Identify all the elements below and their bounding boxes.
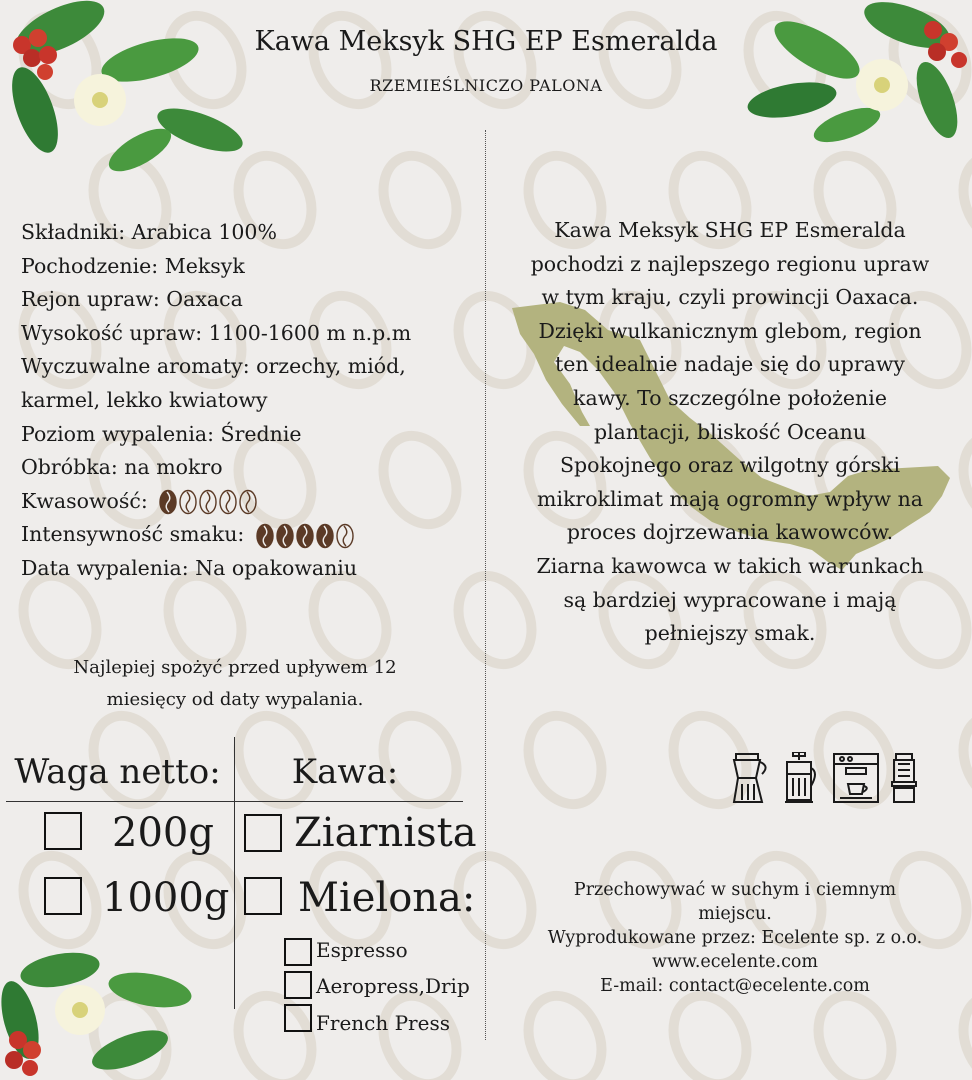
table-vertical-line bbox=[234, 737, 235, 1009]
coffee-whole-bean-checkbox[interactable] bbox=[244, 814, 282, 852]
coffee-header: Kawa: bbox=[291, 752, 399, 792]
spec-ingredients: Składniki: Arabica 100% bbox=[21, 220, 277, 244]
description-line: mikroklimat mają ogromny wpływ na bbox=[537, 486, 923, 511]
bean-outline-icon bbox=[240, 491, 256, 514]
spec-list bbox=[21, 216, 471, 586]
best-before-note bbox=[30, 652, 440, 716]
producer-line: Wyprodukowane przez: Ecelente sp. z o.o. bbox=[547, 928, 923, 948]
spec-altitude: Wysokość upraw: 1100-1600 m n.p.m bbox=[21, 320, 412, 345]
description-line: plantacji, bliskość Oceanu bbox=[593, 419, 867, 444]
best-before-line-1: Najlepiej spożyć przed upływem 12 bbox=[73, 657, 397, 678]
coffee-ground-checkbox[interactable] bbox=[244, 877, 282, 915]
storage-line-2: miejscu. bbox=[698, 904, 772, 924]
coffee-whole-bean-label: Ziarnista bbox=[294, 810, 477, 856]
weight-200g-label: 200g bbox=[112, 810, 214, 856]
bean-filled-icon bbox=[160, 491, 176, 514]
storage-line-1: Przechowywać w suchym i ciemnym bbox=[573, 880, 897, 900]
moka-pot-icon bbox=[734, 754, 766, 802]
spec-aromas-continued: karmel, lekko kwiatowy bbox=[21, 387, 268, 412]
coffee-flower-decoration-top-right bbox=[737, 0, 972, 150]
spec-acidity bbox=[21, 485, 471, 519]
french-press-icon bbox=[785, 752, 815, 802]
grind-aeropress-drip-checkbox[interactable] bbox=[284, 971, 312, 999]
product-title: Kawa Meksyk SHG EP Esmeralda bbox=[254, 26, 718, 57]
description-line: Ziarna kawowca w takich warunkach bbox=[536, 553, 924, 578]
bean-outline-icon bbox=[200, 491, 216, 514]
grind-espresso-label: Espresso bbox=[316, 938, 408, 962]
vertical-divider bbox=[485, 130, 486, 1040]
description-line: w tym kraju, czyli prowincji Oaxaca. bbox=[541, 285, 919, 310]
weight-200g-checkbox[interactable] bbox=[44, 812, 82, 850]
description-line: Kawa Meksyk SHG EP Esmeralda bbox=[554, 218, 906, 242]
description-line: pełniejszy smak. bbox=[644, 621, 816, 646]
storage-and-producer-info bbox=[500, 878, 970, 998]
spec-roast-date: Data wypalenia: Na opakowaniu bbox=[21, 555, 358, 580]
email-link[interactable]: E-mail: contact@ecelente.com bbox=[600, 976, 870, 996]
spec-processing: Obróbka: na mokro bbox=[21, 455, 223, 480]
bean-filled-icon bbox=[297, 524, 313, 547]
spec-intensity bbox=[21, 518, 471, 552]
espresso-machine-icon bbox=[834, 754, 878, 802]
coffee-ground-label: Mielona: bbox=[298, 875, 476, 921]
acidity-rating bbox=[158, 489, 262, 515]
intensity-rating bbox=[255, 523, 359, 549]
spec-region: Rejon upraw: Oaxaca bbox=[21, 287, 243, 312]
grind-french-press-label: French Press bbox=[316, 1011, 450, 1035]
weight-1000g-label: 1000g bbox=[102, 875, 230, 921]
website-link[interactable]: www.ecelente.com bbox=[651, 952, 819, 972]
product-description bbox=[500, 214, 960, 651]
description-line: proces dojrzewania kawowców. bbox=[566, 520, 894, 545]
weight-header: Waga netto: bbox=[14, 752, 221, 792]
bean-outline-icon bbox=[337, 524, 353, 547]
spec-origin: Pochodzenie: Meksyk bbox=[21, 253, 245, 278]
bean-outline-icon bbox=[180, 491, 196, 514]
spec-acidity-label: Kwasowość: bbox=[21, 488, 148, 513]
description-line: są bardziej wypracowane i mają bbox=[563, 587, 897, 612]
bean-outline-icon bbox=[220, 491, 236, 514]
product-subtitle: RZEMIEŚLNICZO PALONA bbox=[369, 76, 603, 95]
spec-intensity-label: Intensywność smaku: bbox=[21, 522, 245, 547]
grind-french-press-checkbox[interactable] bbox=[284, 1004, 312, 1032]
spec-roast-level: Poziom wypalenia: Średnie bbox=[21, 421, 302, 446]
aeropress-icon bbox=[892, 754, 916, 802]
bean-filled-icon bbox=[277, 524, 293, 547]
description-line: Dzięki wulkanicznym glebom, region bbox=[538, 318, 922, 343]
brew-methods-icons bbox=[728, 752, 923, 807]
weight-1000g-checkbox[interactable] bbox=[44, 877, 82, 915]
best-before-line-2: miesięcy od daty wypalania. bbox=[106, 689, 364, 710]
grind-aeropress-drip-label: Aeropress,Drip bbox=[316, 974, 470, 998]
coffee-flower-decoration-bottom-left bbox=[0, 950, 215, 1080]
description-line: pochodzi z najlepszego regionu upraw bbox=[530, 251, 930, 276]
bean-filled-icon bbox=[257, 524, 273, 547]
bean-filled-icon bbox=[317, 524, 333, 547]
description-line: ten idealnie nadaje się do uprawy bbox=[554, 352, 906, 377]
description-line: Spokojnego oraz wilgotny górski bbox=[559, 453, 901, 478]
spec-aromas: Wyczuwalne aromaty: orzechy, miód, bbox=[21, 354, 406, 379]
grind-espresso-checkbox[interactable] bbox=[284, 938, 312, 966]
description-line: kawy. To szczególne położenie bbox=[573, 385, 887, 410]
